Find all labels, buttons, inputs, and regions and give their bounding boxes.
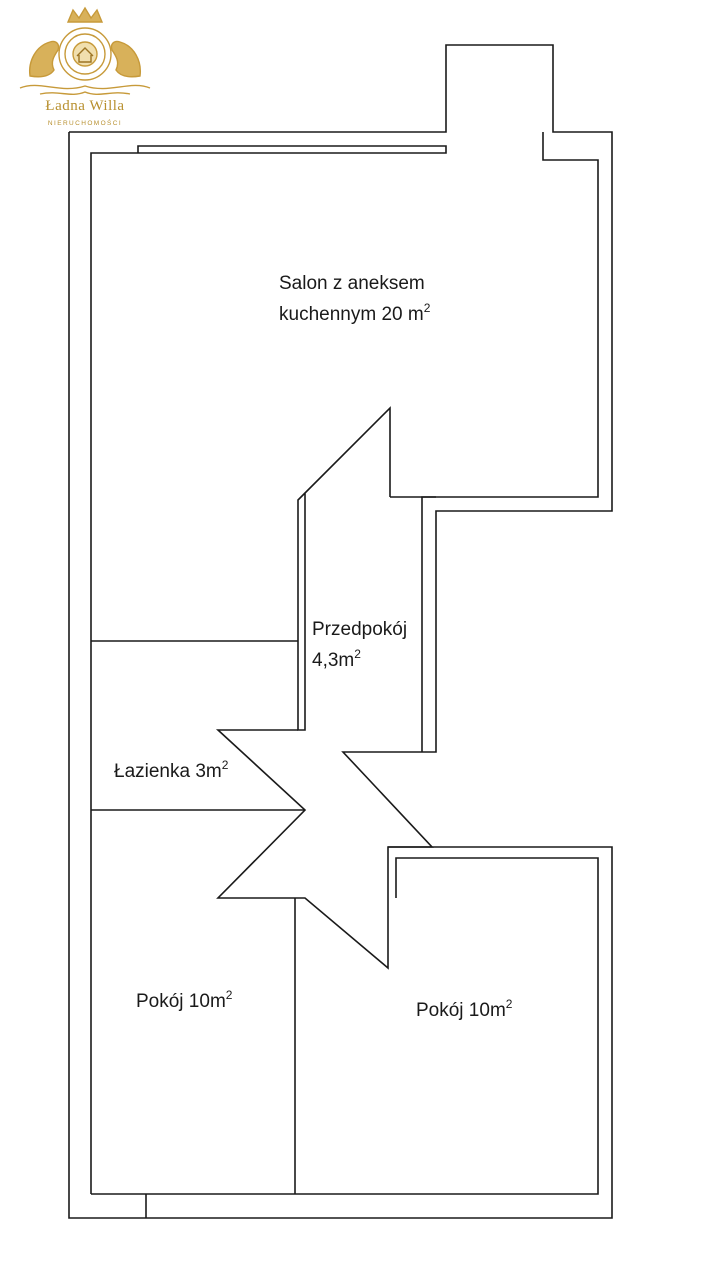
room-label-pokoj-left xyxy=(136,986,232,1017)
inner-wall-right-corridor xyxy=(298,408,390,730)
przedpokoj-unit-sup: 2 xyxy=(354,646,361,661)
pokoj-left-unit-sup: 2 xyxy=(225,988,233,1002)
pokoj-left-area: Pokój 10m xyxy=(136,991,226,1012)
bedroom-right-inner xyxy=(91,858,598,1194)
przedpokoj-label-line1: Przedpokój xyxy=(312,619,408,640)
pokoj-right-area: Pokój 10m xyxy=(416,1000,506,1021)
pokoj-right-unit-sup: 2 xyxy=(505,997,513,1011)
room-label-salon xyxy=(279,270,430,329)
room-label-przedpokoj xyxy=(312,616,407,675)
przedpokoj-label-line2 xyxy=(312,645,407,676)
wall-corridor-right xyxy=(422,497,436,752)
hallway-door-swing xyxy=(218,730,432,968)
salon-area: kuchennym 20 m xyxy=(279,303,424,325)
salon-label-line2 xyxy=(279,299,430,330)
lazienka-unit-sup: 2 xyxy=(221,758,229,772)
lazienka-area: Łazienka 3m xyxy=(114,761,222,782)
room-label-pokoj-right xyxy=(416,995,512,1026)
logo-brand-name: Ładna Willa xyxy=(45,98,125,114)
room-label-lazienka xyxy=(114,756,228,787)
salon-unit-sup: 2 xyxy=(423,300,431,315)
salon-label-line1: Salon z aneksem xyxy=(279,273,425,294)
logo-tagline: NIERUCHOMOŚCI xyxy=(47,120,123,127)
przedpokoj-area: 4,3m xyxy=(312,649,355,671)
